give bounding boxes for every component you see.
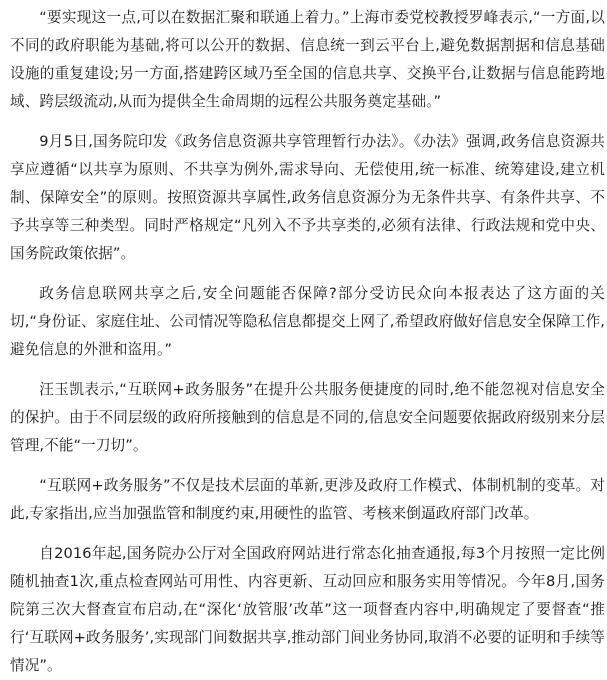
paragraph-gap xyxy=(10,116,605,128)
article-paragraph-6: 自2016年起,国务院办公厅对全国政府网站进行常态化抽查通报,每3个月按照一定比例随机抽查1次,重点检查网站可用性、内容更新、互动回应和服务实用等情况。今年8月,国务院第三次大督查宣布启动,在“深化‘放管服’改革”这一项督查内容中,明确规定了要督查“推行‘互联网+政务服务’,实现部门间数据共享,推动部门间业务协同,取消不必要的证明和手续等情况”。 xyxy=(10,545,605,674)
article-paragraph-4: 汪玉凯表示,“互联网+政务服务”在提升公共服务便捷度的同时,绝不能忽视对信息安全的保护。由于不同层级的政府所接触到的信息是不同的,信息安全问题要依据政府级别来分层管理,不能“一刀切”。 xyxy=(10,381,605,454)
paragraph-gap xyxy=(10,528,605,540)
article-paragraph-3: 政务信息联网共享之后,安全问题能否保障?部分受访民众向本报表达了这方面的关切,“身份证、家庭住址、公司情况等隐私信息都提交上网了,希望政府做好信息安全保障工作,避免信息的外泄和盗用。” xyxy=(10,285,605,358)
article-paragraph-1: “要实现这一点,可以在数据汇聚和联通上着力。”上海市委党校教授罗峰表示,“一方面,以不同的政府职能为基础,将可以公开的数据、信息统一到云平台上,避免数据割据和信息基础设施的重复建设;另一方面,搭建跨区域乃至全国的信息共享、交换平台,让数据与信息能跨地域、跨层级流动,从而为提供全生命周期的远程公共服务奠定基础。” xyxy=(10,9,605,110)
article-paragraph-5: “互联网+政务服务”不仅是技术层面的革新,更涉及政府工作模式、体制机制的变革。对此,专家指出,应当加强监管和制度约束,用硬性的监管、考核来倒逼政府部门改革。 xyxy=(10,477,605,522)
paragraph-gap xyxy=(10,364,605,376)
paragraph-gap xyxy=(10,268,605,280)
article-paragraph-2: 9月5日,国务院印发《政务信息资源共享管理暂行办法》。《办法》强调,政务信息资源共享应遵循“以共享为原则、不共享为例外,需求导向、无偿使用,统一标准、统筹建设,建立机制、保障安全”的原则。按照资源共享属性,政务信息资源分为无条件共享、有条件共享、不予共享等三种类型。同时严格规定“凡列入不予共享类的,必须有法律、行政法规和党中央、国务院政策依据”。 xyxy=(10,133,605,262)
paragraph-gap xyxy=(10,460,605,472)
